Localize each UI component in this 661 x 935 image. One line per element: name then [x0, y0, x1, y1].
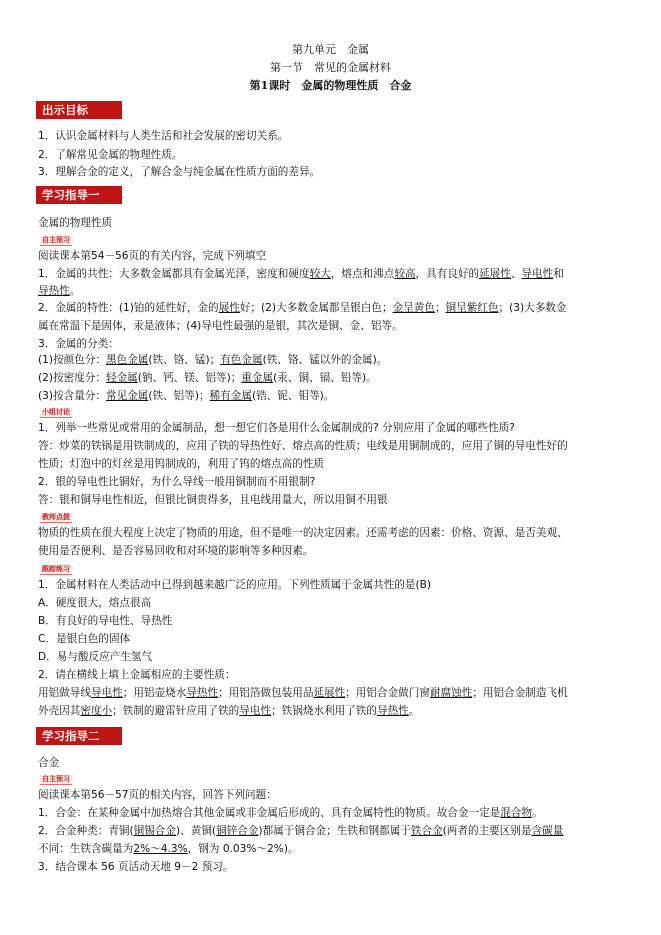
- answer-blank: 较高: [394, 268, 416, 280]
- answer-blank: 导热性: [38, 285, 70, 297]
- discussion-q1: 1．列举一些常见或常用的金属制品，想一想它们各是用什么金属制成的? 分别应用了金属的哪些性质?: [38, 422, 515, 434]
- lesson-title: 第1课时 金属的物理性质 合金: [249, 79, 412, 92]
- q2-line-2: 属在常温下是固体，汞是液体；(4)导电性最强的是银，其次是铜、金、铝等。: [38, 320, 403, 332]
- answer-blank: 展性: [218, 302, 240, 314]
- q1-line: 1．金属的共性：大多数金属都具有金属光泽，密度和硬度较大，熔点和沸点较高，具有良好的延展性、导电性和: [38, 268, 564, 280]
- answer-blank: 导电性: [521, 268, 554, 280]
- answer-blank: 导电性: [90, 687, 123, 699]
- self-study-tag-2: 自主预习: [42, 775, 70, 783]
- discussion-q2: 2．银的导电性比铜好，为什么导线一般用铜制而不用银制?: [38, 476, 316, 488]
- option-c: C．是银白色的固体: [38, 633, 131, 645]
- answer-blank: 有色金属: [220, 354, 263, 366]
- answer-blank: 较大: [309, 268, 331, 280]
- practice-tag: 跟踪练习: [42, 565, 70, 573]
- answer-blank: 含碳量: [531, 825, 564, 837]
- teacher-tip-tag: 教师点拨: [42, 513, 70, 521]
- answer-blank: 铜锡合金: [133, 825, 176, 837]
- discussion-a1-cont: 性质；灯泡中的灯丝是用钨制成的，利用了钨的熔点高的性质: [38, 458, 325, 470]
- answer-blank: 稀有金属: [209, 390, 252, 402]
- guide2-intro: 阅读课本第56－57页的相关内容，回答下列问题：: [38, 789, 277, 801]
- practice-q2: 2．请在横线上填上金属相应的主要性质：: [38, 669, 236, 681]
- answer-blank: 混合物: [500, 807, 533, 819]
- guide1-badge: 学习指导一: [36, 186, 122, 204]
- alloy-q2-line-2: 不同：生铁含碳量为2%～4.3%，钢为 0.03%～2%)。: [38, 843, 299, 855]
- answer-blank: 耐腐蚀性: [429, 687, 473, 699]
- practice-q2-line-2: 外壳因其密度小；铁制的避雷针应用了铁的导电性；铁锅烧水利用了铁的导热性。: [38, 705, 420, 717]
- discussion-tag: 小组讨论: [42, 408, 70, 416]
- section-title: 第一节 常见的金属材料: [270, 61, 391, 74]
- answer-blank: 铜锌合金: [216, 825, 259, 837]
- q1-line-2: 导热性。: [38, 285, 81, 297]
- answer-blank: 密度小: [80, 705, 113, 717]
- option-a: A．硬度很大，熔点很高: [38, 597, 152, 609]
- answer-blank: 导热性: [186, 687, 219, 699]
- option-b: B．有良好的导电性、导热性: [38, 615, 173, 627]
- practice-q1: 1．金属材料在人类活动中已得到越来越广泛的应用。下列性质属于金属共性的是(B): [38, 579, 432, 591]
- self-study-tag: 自主预习: [42, 236, 70, 244]
- answer-blank: 铁合金: [410, 825, 443, 837]
- answer-blank: 轻金属: [105, 372, 138, 384]
- discussion-a1: 答：炒菜的铁锅是用铁制成的，应用了铁的导热性好、熔点高的性质；电线是用铜制成的，应用了铜的导电性好的: [38, 440, 568, 452]
- answer-blank: 常见金属: [105, 390, 149, 402]
- practice-q2-line: 用铝做导线导电性；用铝壶烧水导热性；用铝箔做包装用品延展性；用铝合金做门窗耐腐蚀性；用铝合金制造飞机: [38, 687, 568, 699]
- alloy-q1: 1．合金：在某种金属中加热熔合其他金属或非金属后形成的、具有金属特性的物质。故合金一定是混合物。: [38, 807, 543, 819]
- guide2-topic: 合金: [38, 757, 60, 769]
- goal-item: 1．认识金属材料与人类生活和社会发展的密切关系。: [38, 130, 289, 142]
- q2-line: 2．金属的特性：(1)铂的延性好，金的展性好；(2)大多数金属都呈银白色；金呈黄色；铜呈紫红色；(3)大多数金: [38, 302, 567, 314]
- answer-blank: 黑色金属: [105, 354, 149, 366]
- answer-blank: 2%～4.3%: [133, 843, 188, 855]
- teacher-tip: 物质的性质在很大程度上决定了物质的用途，但不是唯一的决定因素。还需考虑的因素：价格、资源、是否美观、: [38, 527, 568, 539]
- alloy-q2: 2．合金种类：青铜(铜锡合金)、黄铜(铜锌合金)都属于铜合金；生铁和钢都属于铁合金(两者的主要区别是含碳量: [38, 825, 564, 837]
- option-d: D．易与酸反应产生氢气: [38, 651, 153, 663]
- discussion-a2: 答：银和铜导电性相近，但银比铜贵得多，且电线用量大，所以用铜不用银: [38, 494, 388, 506]
- alloy-q3: 3．结合课本 56 页活动天地 9－2 预习。: [38, 861, 234, 873]
- unit-title: 第九单元 金属: [292, 43, 369, 56]
- teacher-tip-cont: 使用是否便利、是否容易回收和对环境的影响等多种因素。: [38, 545, 314, 557]
- q3-title: 3．金属的分类：: [38, 338, 119, 350]
- answer-blank: 延展性: [313, 687, 346, 699]
- answer-blank: 铜呈紫红色: [445, 302, 499, 314]
- answer-blank: 重金属: [241, 372, 274, 384]
- guide1-topic: 金属的物理性质: [38, 217, 113, 229]
- goals-badge: 出示目标: [36, 101, 122, 119]
- goal-item: 3．理解合金的定义，了解合金与纯金属在性质方面的差异。: [38, 166, 321, 178]
- answer-blank: 导电性: [239, 705, 272, 717]
- goal-item: 2．了解常见金属的物理性质。: [38, 149, 183, 161]
- guide1-intro: 阅读课本第54－56页的有关内容，完成下列填空: [38, 250, 267, 262]
- guide2-badge: 学习指导二: [36, 727, 122, 745]
- q3-amount: (3)按含量分：常见金属(铁、铝等)；稀有金属(锆、铌、钼等)。: [38, 390, 335, 402]
- answer-blank: 延展性: [479, 268, 511, 280]
- q3-density: (2)按密度分：轻金属(钠、钙、镁、铝等)；重金属(汞、铜、镉、铅等)。: [38, 372, 377, 384]
- answer-blank: 金呈黄色: [392, 302, 435, 314]
- q3-color: (1)按颜色分：黑色金属(铁、铬、锰)；有色金属(铁、铬、锰以外的金属)。: [38, 354, 388, 366]
- answer-blank: 导热性: [377, 705, 409, 717]
